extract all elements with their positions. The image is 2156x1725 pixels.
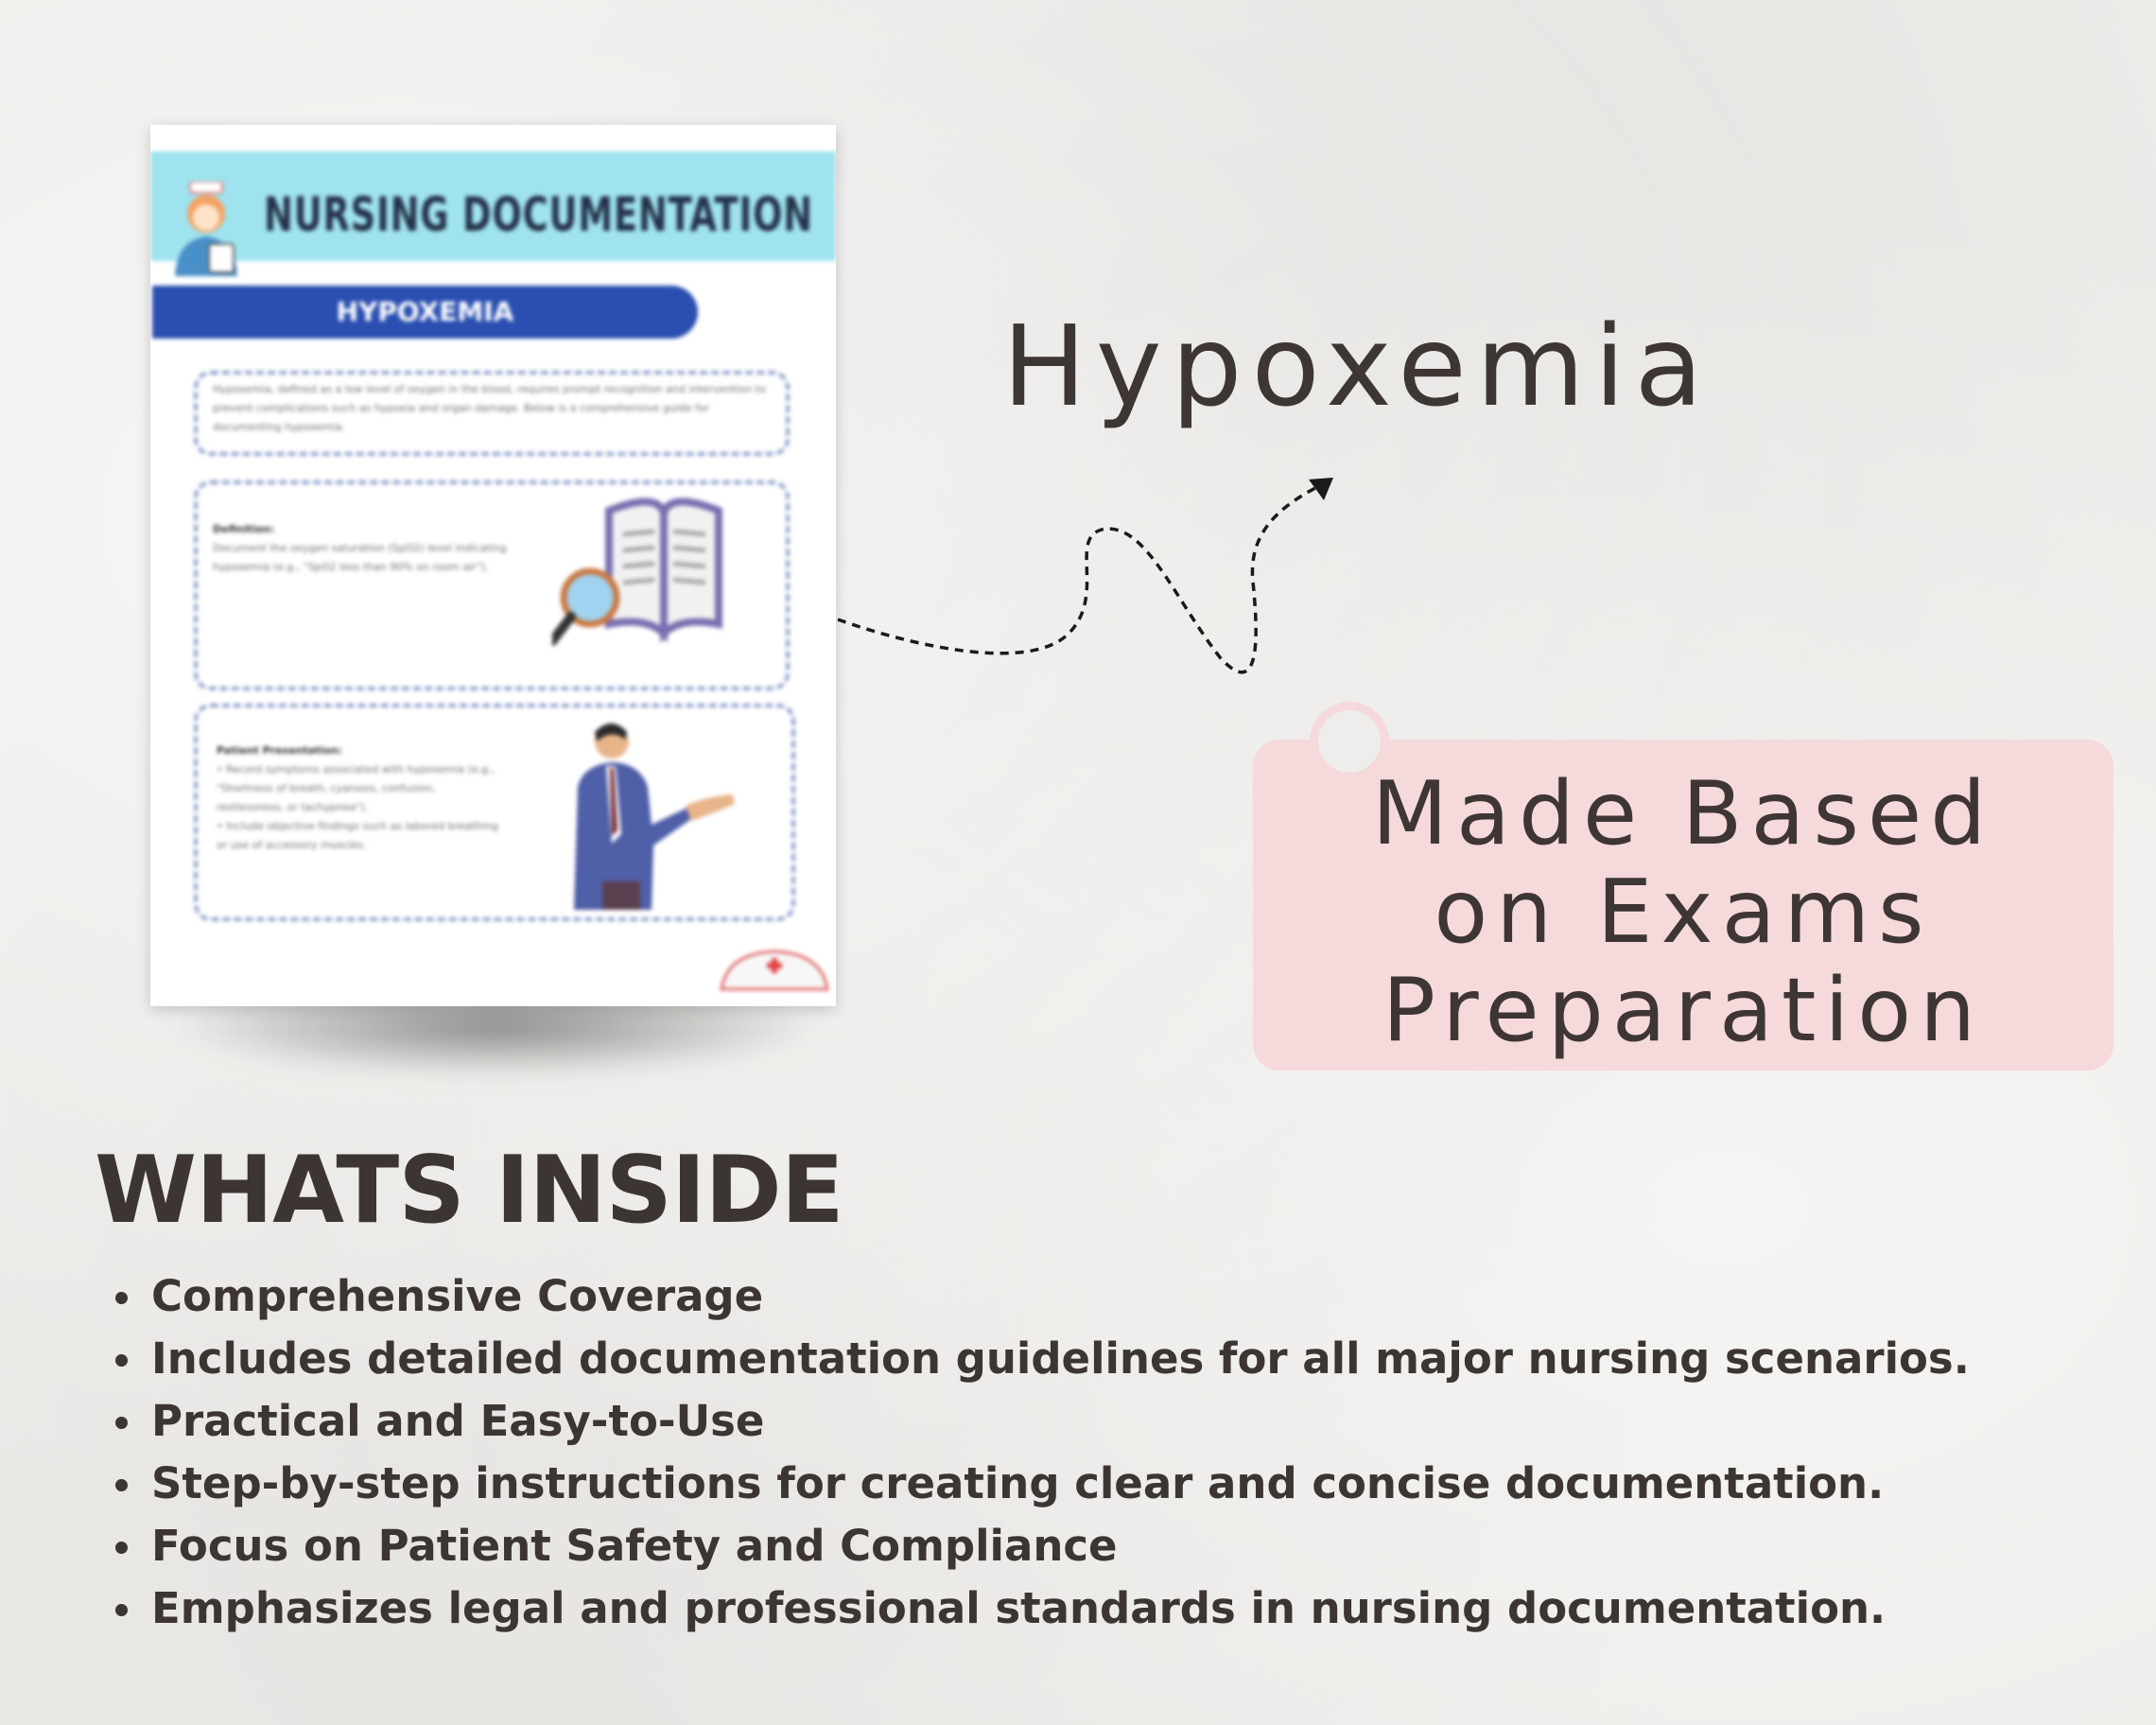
book-magnifier-icon bbox=[552, 492, 774, 653]
document-definition-text: Document the oxygen saturation (SpO2) level indicating hypoxemia (e.g., "SpO2 less than 90% on room air"). bbox=[213, 542, 507, 573]
document-definition-heading: Definition: bbox=[213, 523, 275, 535]
tag-line: Made Based bbox=[1371, 762, 1995, 864]
exam-tag-text bbox=[1253, 764, 2113, 1059]
dashed-arrow-connector bbox=[832, 468, 1362, 695]
document-definition-block bbox=[213, 520, 515, 577]
nurse-icon bbox=[167, 182, 245, 276]
tag-line: on Exams bbox=[1434, 861, 1933, 963]
list-item: Emphasizes legal and professional standards in nursing documentation. bbox=[112, 1577, 2050, 1640]
whats-inside-title: WHATS INSIDE bbox=[95, 1137, 843, 1245]
document-presentation-item: Record symptoms associated with hypoxemia (e.g., "Shortness of breath, cyanosis, confusion, restlessness, or tachypnea"). bbox=[217, 763, 495, 813]
list-item: Comprehensive Coverage bbox=[112, 1265, 2050, 1328]
list-item: Focus on Patient Safety and Compliance bbox=[112, 1515, 2050, 1577]
headline: Hypoxemia bbox=[1002, 301, 1713, 431]
tag-line: Preparation bbox=[1382, 959, 1985, 1061]
document-presentation-block: Patient Presentation: • Record symptoms associated with hypoxemia (e.g., "Shortness of breath, cyanosis, confusion, restlessness, or tachypnea"). • Include objective findings such as labored breathing or use of accessory muscles. bbox=[217, 744, 498, 851]
document-presentation-heading: Patient Presentation: bbox=[217, 744, 342, 757]
presenter-icon bbox=[565, 721, 768, 910]
document-presentation-item: Include objective findings such as labored breathing or use of accessory muscles. bbox=[217, 820, 498, 851]
list-item: Step-by-step instructions for creating clear and concise documentation. bbox=[112, 1453, 2050, 1515]
document-subtitle-pill: HYPOXEMIA bbox=[152, 286, 698, 339]
document-preview bbox=[150, 125, 836, 1006]
document-title: NURSING DOCUMENTATION bbox=[264, 187, 813, 242]
nurse-cap-icon bbox=[718, 948, 831, 995]
whats-inside-list bbox=[112, 1265, 2050, 1640]
document-intro-text: Hypoxemia, defined as a low level of oxygen in the blood, requires prompt recognition and intervention to prevent complications such as hypoxia and organ damage. Below is a comprehensive guide for documenting hypoxemia. bbox=[213, 383, 766, 433]
list-item: Includes detailed documentation guidelines for all major nursing scenarios. bbox=[112, 1328, 2050, 1390]
list-item: Practical and Easy-to-Use bbox=[112, 1390, 2050, 1453]
